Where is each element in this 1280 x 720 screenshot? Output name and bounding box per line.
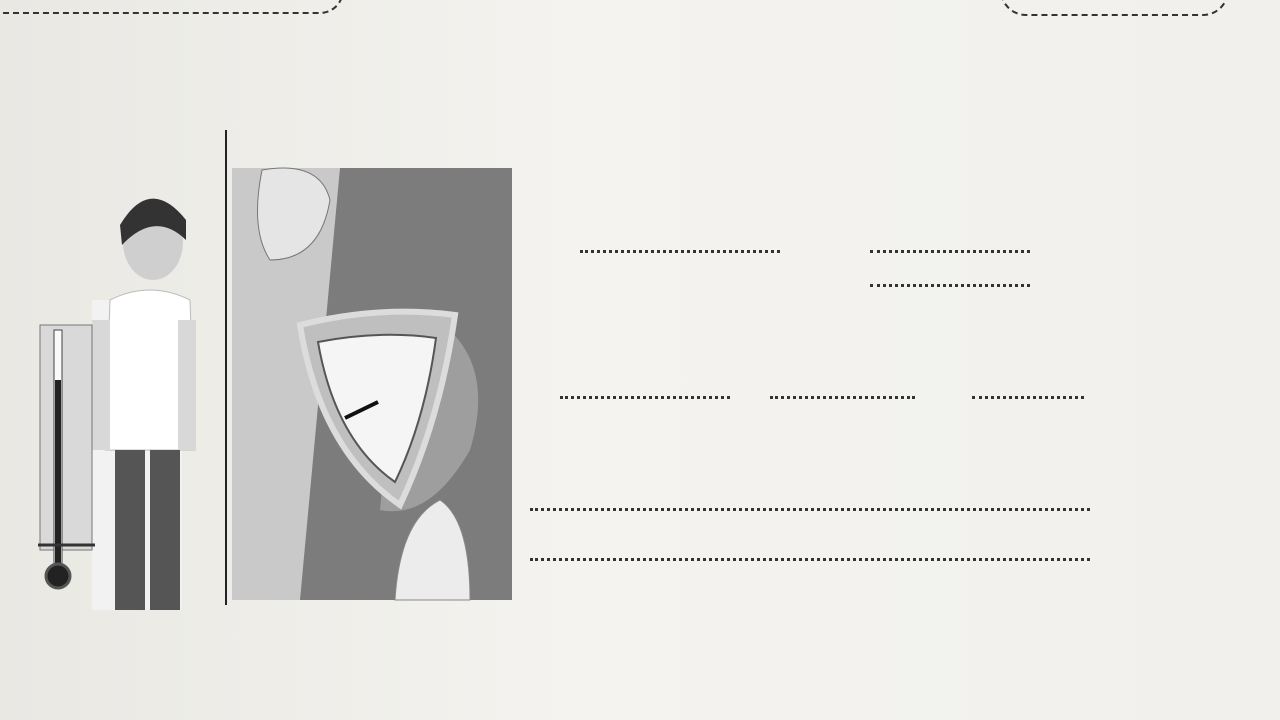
q3-dots-line1 [530,508,1090,511]
thermometer-mercury [55,380,61,565]
q2-L-dots [560,396,730,399]
scale-photo [232,168,512,600]
thermometer [38,325,95,588]
q2-T-dots [770,396,915,399]
q3-dots-line2 [530,558,1090,561]
q1-temp-dots [580,250,780,253]
top-left-dashed-box [0,0,344,14]
q2-m-dots [972,396,1084,399]
boy-photo [92,199,196,610]
top-right-dashed-box [1000,0,1229,16]
q1-length-dots [870,250,1030,253]
document-01-figure [0,120,520,620]
q1-mass-dots [870,284,1030,287]
